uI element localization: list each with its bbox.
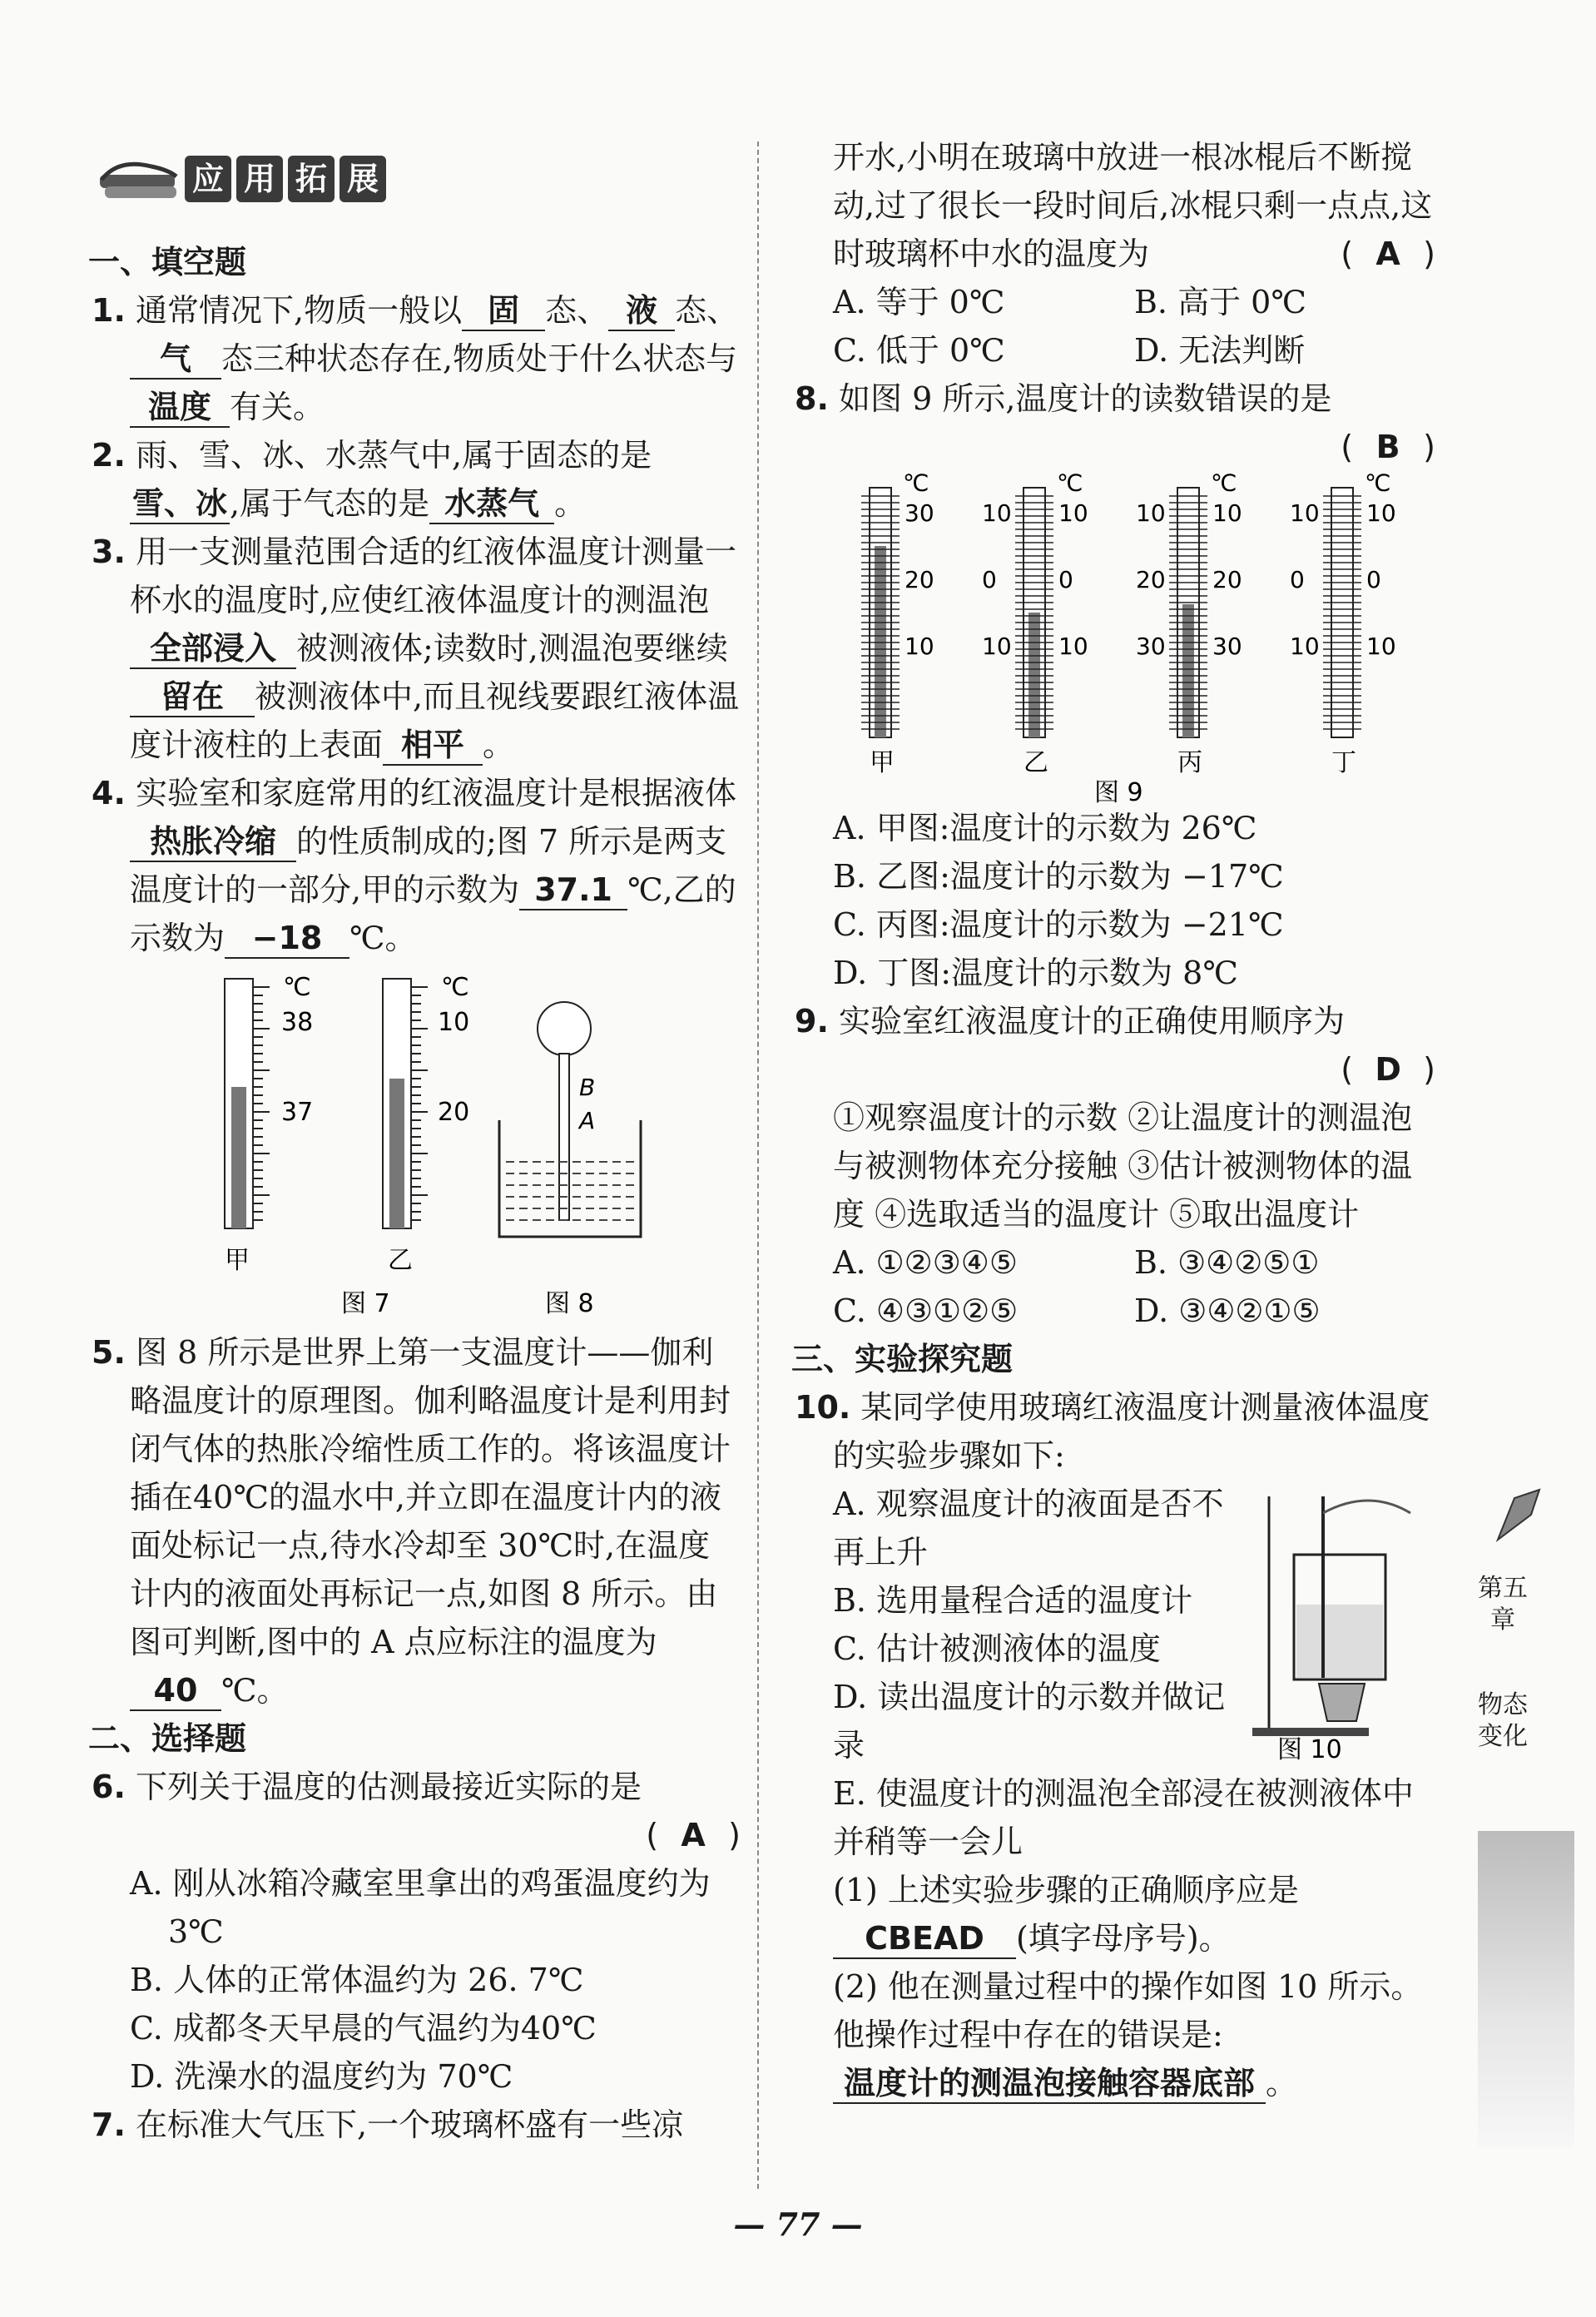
option-c: C. 低于 0℃ <box>833 332 1005 369</box>
thermometer-yi <box>982 471 1088 777</box>
svg-text:乙: 乙 <box>388 1246 413 1275</box>
option-a: A. 甲图:温度计的示数为 26℃ <box>833 810 1257 846</box>
question-6: 6. 下列关于温度的估测最接近实际的是 <box>92 1769 642 1805</box>
answer-blank: −18 <box>225 919 349 959</box>
svg-text:甲: 甲 <box>225 1246 250 1275</box>
option-d: D. 洗澡水的温度约为 70℃ <box>130 2058 513 2095</box>
section-title-choice: 二、选择题 <box>88 1720 247 1757</box>
answer-choice: ( A ) <box>1341 236 1435 272</box>
answer-blank: 固 <box>462 291 545 331</box>
question-7-cont: 开水,小明在玻璃中放进一根冰棍后不断搅动,过了很长一段时间后,冰棍只剩一点点,这时玻璃杯中水的温度为 ( A ) <box>795 133 1435 278</box>
figure-8-caption: 图 8 <box>545 1289 594 1318</box>
unit-label: ℃ <box>903 471 929 497</box>
figure-7-caption: 图 7 <box>341 1289 390 1318</box>
tick-label: 0 <box>982 566 997 593</box>
option-c: C. 成都冬天早晨的气温约为40℃ <box>130 2010 597 2047</box>
thermometer-yi <box>383 973 469 1275</box>
answer-blank: 37.1 <box>519 871 627 910</box>
answer-blank: 温度 <box>130 388 230 428</box>
figure-9 <box>795 471 1435 804</box>
tick-label: 20 <box>905 566 934 593</box>
thermometer-bing <box>1136 471 1242 777</box>
answer-choice: ( A ) <box>646 1817 741 1853</box>
svg-text:图 10: 图 10 <box>1277 1735 1342 1763</box>
step-b: B. 选用量程合适的温度计 <box>833 1582 1193 1619</box>
answer-blank: 温度计的测温泡接触容器底部 <box>833 2064 1266 2104</box>
tick-label: 10 <box>982 633 1012 660</box>
option-c: C. ④③①②⑤ <box>833 1292 1019 1329</box>
header-char: 拓 <box>288 156 335 202</box>
step-c: C. 估计被测液体的温度 <box>833 1630 1161 1667</box>
option-a: A. 刚从冰箱冷藏室里拿出的鸡蛋温度约为3℃ <box>130 1865 711 1950</box>
thermometer-jia <box>861 471 934 777</box>
step-e: E. 使温度计的测温泡全部浸在被测液体中并稍等一会儿 <box>833 1775 1414 1860</box>
tick-label: 10 <box>1366 633 1396 660</box>
question-9: 9. 实验室红液温度计的正确使用顺序为 <box>795 1003 1345 1039</box>
svg-text:B: B <box>579 1074 596 1101</box>
tick-label: 10 <box>1058 499 1088 527</box>
question-5: 5. 图 8 所示是世界上第一支温度计——伽利略温度计的原理图。伽利略温度计是利用封闭气体的热胀冷缩性质工作的。将该温度计插在40℃的温水中,并立即在温度计内的液面处标记一点,待水冷却至 30℃时,在温度计内的液面处再标记一点,如图 8 所示。由图可判断,图中的 A 点应标注的温度为40 ℃。 <box>92 1328 741 1714</box>
column-divider <box>757 141 759 2189</box>
question-3: 3. 用一支测量范围合适的红液体温度计测量一杯水的温度时,应使红液体温度计的测温泡全部浸入 被测液体;读数时,测温泡要继续留在 被测液体中,而且视线要跟红液体温度计液柱的上表面 相平 。 <box>92 528 741 769</box>
svg-text:37: 37 <box>281 1098 314 1127</box>
answer-blank: 气 <box>130 340 221 380</box>
answer-blank: 全部浸入 <box>130 629 296 669</box>
question-1: 1. 通常情况下,物质一般以 固 态、 液 态、气 态三种状态存在,物质处于什么状态与温度 有关。 <box>92 286 741 431</box>
option-c: C. 丙图:温度计的示数为 −21℃ <box>833 906 1284 943</box>
tick-label: 30 <box>1136 633 1166 660</box>
question-9-body: ①观察温度计的示数 ②让温度计的测温泡与被测物体充分接触 ③估计被测物体的温度 ④选取适当的温度计 ⑤取出温度计 <box>833 1099 1413 1233</box>
figures-7-8 <box>92 962 741 1328</box>
step-d: D. 读出温度计的示数并做记录 <box>833 1679 1226 1764</box>
chapter-title: 物态变化 <box>1478 1690 1528 1751</box>
svg-text:℃: ℃ <box>441 973 469 1002</box>
tick-label: 30 <box>905 499 934 527</box>
answer-blank: 液 <box>608 291 675 331</box>
chapter-label: 第五章 <box>1478 1574 1528 1635</box>
chapter-tab-bar <box>1478 1831 1574 2147</box>
header-char: 用 <box>236 156 283 202</box>
question-10-part-1: (1) 上述实验步骤的正确顺序应是CBEAD (填字母序号)。 <box>795 1866 1435 1962</box>
right-column <box>791 133 1435 2107</box>
thermometer-ding <box>1290 471 1396 777</box>
figure-10 <box>1244 1480 1427 1763</box>
tick-label: 0 <box>1058 566 1073 593</box>
answer-choice: ( D ) <box>1341 1051 1435 1088</box>
tick-label: 10 <box>982 499 1012 527</box>
answer-choice: ( B ) <box>1341 429 1435 465</box>
option-d: D. 无法判断 <box>1134 332 1306 369</box>
answer-blank: 相平 <box>383 726 483 766</box>
tick-label: 30 <box>1212 633 1242 660</box>
thermometer-label: 丙 <box>1177 748 1202 777</box>
thermometer-jia <box>225 973 313 1275</box>
option-a: A. ①②③④⑤ <box>833 1244 1018 1281</box>
option-b: B. 人体的正常体温约为 26. 7℃ <box>130 1962 584 1998</box>
answer-blank: 40 <box>130 1671 221 1711</box>
option-a: A. 等于 0℃ <box>833 284 1005 320</box>
svg-text:A: A <box>579 1107 596 1134</box>
section-title-fill: 一、填空题 <box>88 244 247 280</box>
tick-label: 0 <box>1366 566 1381 593</box>
thermometer-label: 甲 <box>870 748 895 777</box>
galileo-thermometer <box>499 1002 641 1237</box>
svg-text:38: 38 <box>281 1008 314 1037</box>
svg-text:10: 10 <box>438 1008 470 1037</box>
question-10-part-2: (2) 他在测量过程中的操作如图 10 所示。他操作过程中存在的错误是:温度计的测温泡接触容器底部 。 <box>795 1962 1435 2107</box>
question-2: 2. 雨、雪、冰、水蒸气中,属于固态的是雪、冰,属于气态的是 水蒸气 。 <box>92 431 741 528</box>
unit-label: ℃ <box>1057 471 1083 497</box>
question-8: 8. 如图 9 所示,温度计的读数错误的是 <box>795 380 1332 417</box>
pencil-icon <box>1489 1481 1548 1548</box>
question-7: 7. 在标准大气压下,一个玻璃杯盛有一些凉 <box>92 2106 684 2143</box>
page-number: — 77 — <box>733 2205 863 2243</box>
tick-label: 20 <box>1136 566 1166 593</box>
tick-label: 20 <box>1212 566 1242 593</box>
unit-label: ℃ <box>1365 471 1391 497</box>
step-a: A. 观察温度计的液面是否不再上升 <box>833 1486 1224 1570</box>
question-10: 10. 某同学使用玻璃红液温度计测量液体温度的实验步骤如下: <box>795 1389 1430 1474</box>
liquid-column <box>1182 604 1194 737</box>
option-d: D. 丁图:温度计的示数为 8℃ <box>833 955 1238 991</box>
tick-label: 10 <box>1290 499 1320 527</box>
header-char: 应 <box>185 156 231 202</box>
svg-text:20: 20 <box>438 1098 470 1127</box>
option-b: B. ③④②⑤① <box>1134 1244 1320 1281</box>
svg-text:℃: ℃ <box>283 973 311 1002</box>
left-column <box>88 238 741 2149</box>
tick-label: 0 <box>1290 566 1305 593</box>
tick-label: 10 <box>1366 499 1396 527</box>
answer-blank: 雪、冰 <box>130 484 230 524</box>
tick-label: 10 <box>1212 499 1242 527</box>
answer-blank: CBEAD <box>833 1919 1016 1959</box>
tick-label: 10 <box>905 633 934 660</box>
tick-label: 10 <box>1058 633 1088 660</box>
unit-label: ℃ <box>1211 471 1237 497</box>
header-char: 展 <box>340 156 386 202</box>
answer-blank: 水蒸气 <box>429 484 554 524</box>
section-title-experiment: 三、实验探究题 <box>791 1341 1014 1377</box>
section-header <box>93 150 391 208</box>
answer-blank: 留在 <box>130 677 255 717</box>
tick-label: 10 <box>1136 499 1166 527</box>
books-icon <box>93 150 185 208</box>
liquid-column <box>1028 613 1040 737</box>
option-d: D. ③④②①⑤ <box>1134 1292 1321 1329</box>
option-b: B. 乙图:温度计的示数为 −17℃ <box>833 858 1284 895</box>
thermometer-label: 乙 <box>1024 748 1048 777</box>
thermometer-label: 丁 <box>1331 748 1356 777</box>
figure-9-caption: 图 9 <box>1094 778 1143 804</box>
question-4: 4. 实验室和家庭常用的红液温度计是根据液体热胀冷缩 的性质制成的;图 7 所示是两支温度计的一部分,甲的示数为 37.1 ℃,乙的示数为 −18 ℃。 <box>92 769 741 962</box>
tick-label: 10 <box>1290 633 1320 660</box>
option-b: B. 高于 0℃ <box>1134 284 1306 320</box>
answer-blank: 热胀冷缩 <box>130 822 296 862</box>
